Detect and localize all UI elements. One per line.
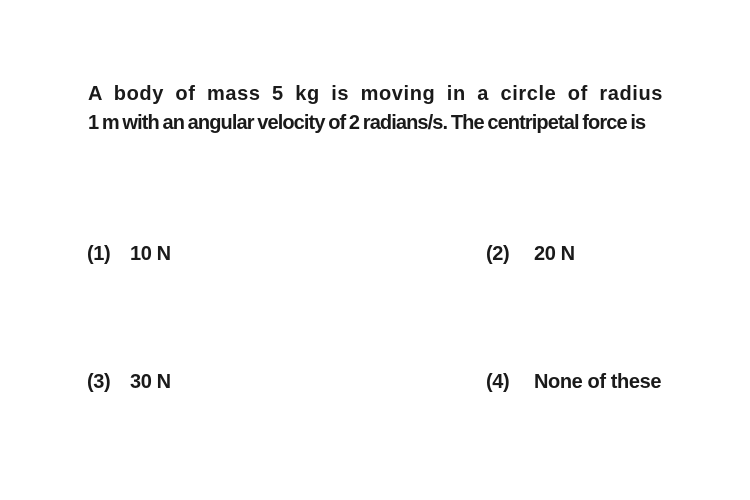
option-2[interactable] [486,243,575,266]
option-1[interactable] [87,243,171,266]
option-2-text: 20 N [534,243,575,265]
question-line-2: 1 m with an angular velocity of 2 radians/s. The centripetal force is [88,112,646,134]
question-text [88,80,663,138]
question-line-1: A body of mass 5 kg is moving in a circle of radius [88,83,663,105]
option-4-number: (4) [486,371,510,393]
option-3[interactable] [87,371,171,394]
option-3-number: (3) [87,371,111,393]
option-4-text: None of these [534,371,662,393]
option-3-text: 30 N [130,371,171,393]
option-1-text: 10 N [130,243,171,265]
option-1-number: (1) [87,243,111,265]
option-4[interactable] [486,371,661,394]
option-2-number: (2) [486,243,510,265]
